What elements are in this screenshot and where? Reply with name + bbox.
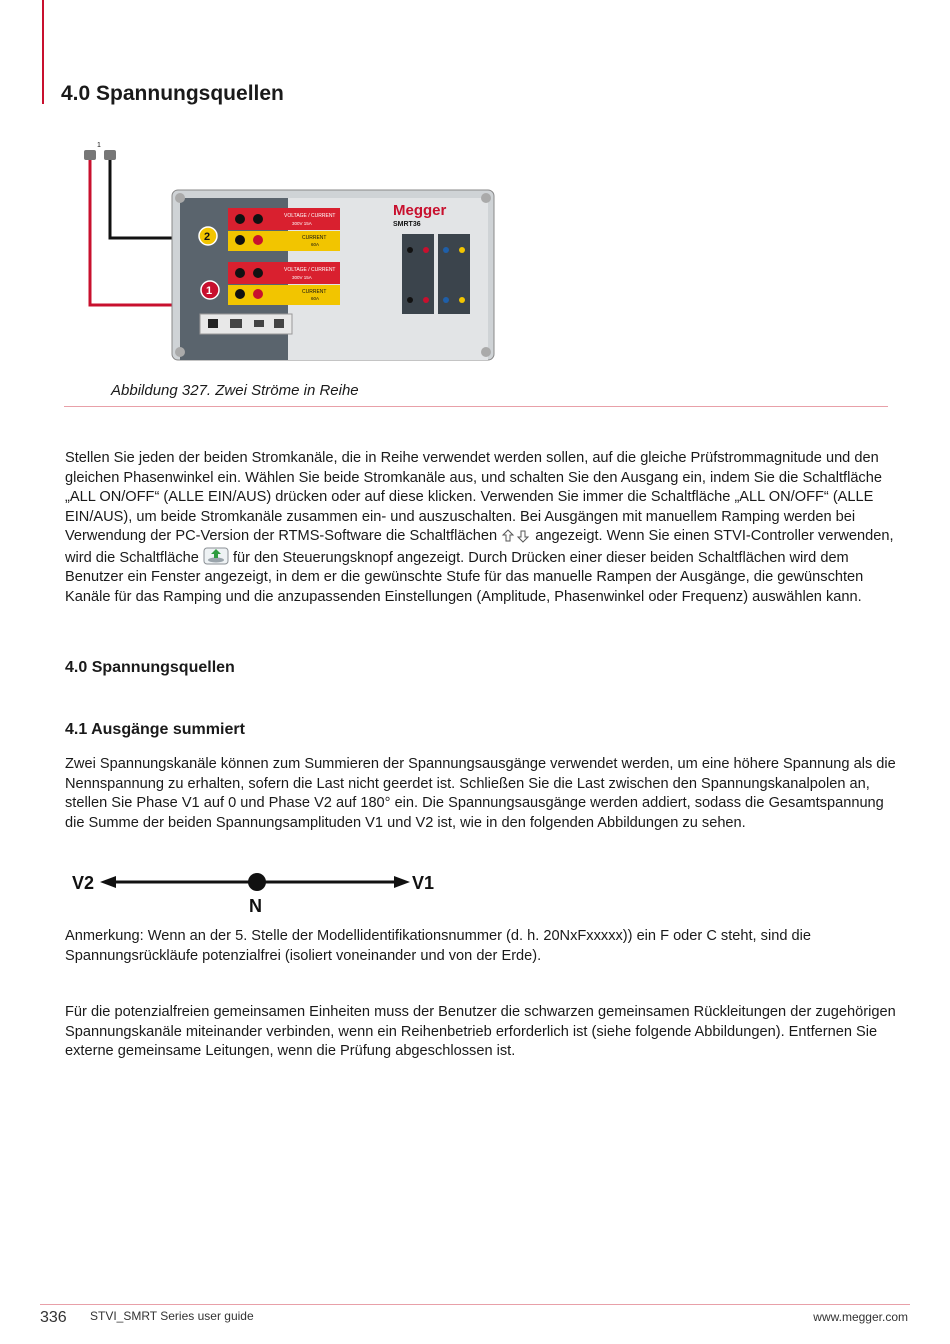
- badge-2-text: 2: [204, 231, 211, 243]
- corner-2: [481, 193, 491, 203]
- io-module-right: [438, 234, 470, 314]
- page-accent-bar: [42, 0, 44, 104]
- ch1-terminal-2: [253, 268, 263, 278]
- io-l-2: [423, 247, 429, 253]
- figure-caption: Abbildung 327. Zwei Ströme in Reihe: [111, 382, 359, 399]
- page-footer: [40, 1304, 910, 1334]
- arrow-right: [394, 876, 410, 888]
- port-2: [230, 319, 242, 328]
- ch1-terminal-1: [235, 268, 245, 278]
- page-title: 4.0 Spannungsquellen: [61, 82, 284, 105]
- ch2-current-label: CURRENT: [302, 235, 327, 241]
- ch2-terminal-4: [253, 235, 263, 245]
- ch1-vc-label: VOLTAGE / CURRENT: [284, 267, 336, 273]
- ch1-current-label: CURRENT: [302, 289, 327, 295]
- io-r-4: [459, 297, 465, 303]
- port-1: [208, 319, 218, 328]
- voltage-vector-diagram: [68, 868, 448, 916]
- ch2-range: 300V 15A: [292, 221, 312, 226]
- paragraph-3: Für die potenzialfreien gemeinsamen Einheiten muss der Benutzer die schwarzen gemeinsamen Rückleitungen der zugehörigen Spannungskanäle miteinander verbinden, wenn ein Reihenbetrieb erforderlich ist (siehe folgende Abbildungen). Entfernen Sie externe gemeinsame Leitungen, wenn die Prüfung abgeschlossen ist.: [65, 1004, 896, 1059]
- label-v1: V1: [412, 873, 435, 893]
- footer-doc-title: STVI_SMRT Series user guide: [90, 1309, 254, 1323]
- paragraph-1-part-c: für den Steuerungsknopf angezeigt. Durch Drücken einer dieser beiden Schaltflächen wird dem Benutzer ein Fenster angezeigt, in dem er die gewünschte Stufe für das manuelle Rampen der Ausgänge, die gewünschten Kanäle für das Ramping und die anzupassenden Einstellungen (Amplitude, Phasenwinkel oder Frequenz) auswählen kann.: [65, 549, 864, 605]
- io-r-3: [443, 297, 449, 303]
- neutral-point: [248, 873, 266, 891]
- plug-left: [84, 150, 96, 160]
- corner-4: [481, 347, 491, 357]
- ch1-terminal-4: [253, 289, 263, 299]
- badge-1-text: 1: [206, 285, 213, 297]
- arrow-left: [100, 876, 116, 888]
- paragraph-1-part-b: angezeigt. Wenn Sie einen STVI-Controller verwenden, wird die Schaltfläche: [65, 528, 894, 566]
- ch1-range: 300V 15A: [292, 275, 312, 280]
- section-heading-4-0: 4.0 Spannungsquellen: [65, 659, 235, 676]
- paragraph-2: Zwei Spannungskanäle können zum Summieren der Spannungsausgänge verwendet werden, um eine höhere Spannung als die Nennspannung zu erhalten, sofern die Last nicht geerdet ist. Schließen Sie die Last zwischen den Spannungskanalpolen an, stellen Sie Phase V1 auf 0 und Phase V2 auf 180° ein. Die Spannungsausgänge werden addiert, sodass die Gesamtspannung die Summe der beiden Spannungsamplituden V1 und V2 ist, wie in den folgenden Abbildungen zu sehen.: [65, 756, 896, 831]
- ch2-vc-label: VOLTAGE / CURRENT: [284, 213, 336, 219]
- io-l-4: [423, 297, 429, 303]
- ch2-terminal-1: [235, 214, 245, 224]
- io-l-3: [407, 297, 413, 303]
- corner-1: [175, 193, 185, 203]
- brand-logo: Megger: [393, 202, 447, 219]
- note-paragraph: Anmerkung: Wenn an der 5. Stelle der Modellidentifikationsnummer (d. h. 20NxFxxxxx)) ein F oder C steht, sind die Spannungsrückläufe potenzialfrei (isoliert voneinander und von der Erde).: [65, 928, 811, 964]
- section-heading-4-1: 4.1 Ausgänge summiert: [65, 721, 245, 738]
- ch1-current-range: 60A: [311, 296, 320, 301]
- io-r-2: [459, 247, 465, 253]
- ch1-terminal-3: [235, 289, 245, 299]
- lead-marker: 1: [97, 142, 101, 149]
- ch2-terminal-2: [253, 214, 263, 224]
- caption-rule: [64, 406, 888, 407]
- control-knob-button-icon: [203, 547, 229, 565]
- device-figure: [80, 140, 500, 365]
- footer-website: www.megger.com: [813, 1310, 908, 1324]
- ch2-current-range: 60A: [311, 242, 320, 247]
- paragraph-1-part-a: Stellen Sie jeden der beiden Stromkanäle, die in Reihe verwendet werden sollen, auf die gleiche Prüfstrommagnitude und den gleichen Phasenwinkel ein. Wählen Sie beide Stromkanäle aus, und schalten Sie den Ausgang ein, indem Sie die Schaltfläche „ALL ON/OFF“ (ALLE EIN/AUS) drücken oder auf diese klicken. Verwenden Sie immer die Schaltfläche „ALL ON/OFF“ (ALLE EIN/AUS), um beide Stromkanäle zusammen ein- und auszuschalten. Bei Ausgängen mit manuellem Ramping werden bei Verwendung der PC-Version der RTMS-Software die Schaltflächen: [65, 450, 882, 544]
- port-3: [254, 320, 264, 327]
- io-module-left: [402, 234, 434, 314]
- page-number: 336: [40, 1309, 67, 1326]
- label-v2: V2: [72, 873, 95, 893]
- ch2-terminal-3: [235, 235, 245, 245]
- port-4: [274, 319, 284, 328]
- paragraph-1: [65, 449, 905, 607]
- io-l-1: [407, 247, 413, 253]
- label-n: N: [249, 896, 262, 916]
- footer-rule: [40, 1304, 910, 1305]
- corner-3: [175, 347, 185, 357]
- plug-right: [104, 150, 116, 160]
- io-r-1: [443, 247, 449, 253]
- model-label: SMRT36: [393, 221, 421, 228]
- ramp-up-down-icon: [501, 529, 531, 543]
